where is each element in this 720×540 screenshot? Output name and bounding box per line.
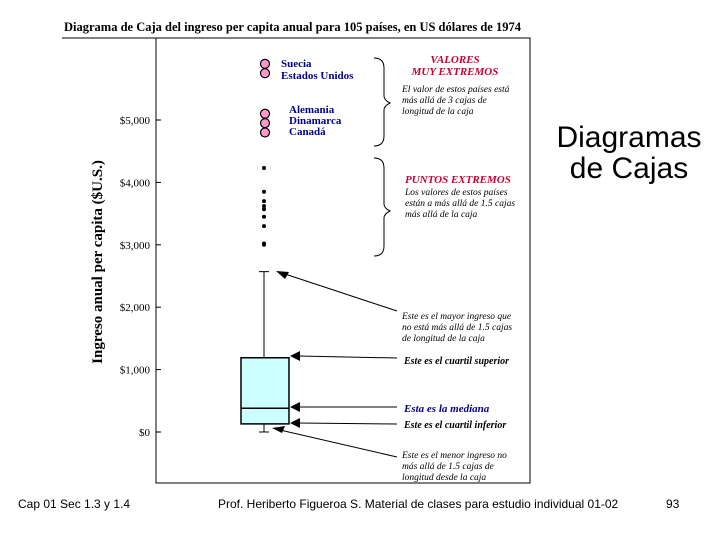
y-tick-label: $1,000: [119, 364, 150, 377]
extreme-point: [262, 190, 266, 194]
outlier-points: [261, 59, 270, 246]
footer-section: Cap 01 Sec 1.3 y 1.4: [18, 497, 131, 511]
country-label: Canadá: [289, 126, 326, 138]
y-tick-label: $0: [139, 427, 150, 439]
very-extreme-point: [261, 128, 270, 137]
arrowhead-q1: [290, 418, 300, 428]
very-extreme-note: más allá de 3 cajas de: [402, 96, 487, 106]
very-extreme-note: El valor de estos países está: [402, 85, 510, 95]
extreme-note: Los valores de estos países: [405, 188, 508, 198]
very-extreme-point: [261, 119, 270, 128]
page-number: 93: [666, 497, 680, 511]
y-tick-label: $5,000: [119, 115, 150, 127]
arrow-q3: [298, 356, 397, 358]
median-note: Esta es la mediana: [404, 403, 490, 415]
y-tick-label: $4,000: [119, 177, 150, 190]
y-axis-ticks: [120, 115, 161, 439]
y-axis-label: Ingreso anual per capita ($U.S.): [90, 160, 106, 364]
upper-whisker-note: de longitud de la caja: [402, 334, 485, 344]
extreme-point: [262, 204, 266, 208]
lower-whisker-note: longitud desde la caja: [402, 473, 487, 483]
extreme-point: [262, 224, 266, 228]
y-tick-label: $2,000: [119, 302, 150, 315]
q3-note: Este es el cuartil superior: [404, 356, 510, 367]
very-extreme-point: [261, 69, 270, 78]
arrow-lower-whisker: [280, 430, 397, 457]
q1-note: Este es el cuartil inferior: [404, 420, 507, 431]
upper-whisker-note: Este es el mayor ingreso que: [402, 312, 512, 322]
very-extreme-point: [261, 109, 270, 118]
country-label: Dinamarca: [289, 115, 342, 127]
slide-title: Diagramas de Cajas: [556, 121, 702, 185]
box-group: [241, 272, 289, 432]
chart-title: Diagrama de Caja del ingreso per capita anual para 105 países, en US dólares de 1974: [64, 20, 521, 34]
lower-whisker-note: más allá de 1.5 cajas de: [402, 462, 494, 472]
box: [241, 358, 289, 424]
arrowhead-median: [290, 402, 300, 412]
very-extreme-title: MUY EXTREMOS: [411, 66, 499, 78]
extreme-point: [262, 215, 266, 219]
y-tick-label: $3,000: [119, 239, 150, 252]
extreme-bracket: [374, 158, 390, 256]
arrowhead-q3: [290, 351, 300, 361]
very-extreme-point: [261, 59, 270, 68]
extreme-point: [262, 166, 266, 170]
extreme-note: más allá de la caja: [405, 210, 478, 220]
extreme-point: [262, 199, 266, 203]
lower-whisker-note: Este es el menor ingreso no: [402, 451, 507, 461]
arrow-upper-whisker: [282, 273, 397, 311]
arrow-q1: [298, 423, 397, 424]
arrowhead-lower-whisker: [272, 426, 285, 433]
very-extreme-title: VALORES: [430, 54, 480, 66]
upper-whisker-note: no está más allá de 1.5 cajas: [402, 323, 513, 333]
footer-course-info: Prof. Heriberto Figueroa S. Material de clases para estudio individual 01-02: [218, 497, 619, 511]
country-label: Suecia: [281, 58, 312, 70]
extreme-point: [262, 242, 266, 246]
extreme-note: están a más allá de 1.5 cajas: [405, 199, 516, 209]
country-label: Estados Unidos: [281, 70, 354, 82]
country-label: Alemania: [289, 104, 335, 116]
very-extreme-note: longitud de la caja: [402, 107, 474, 117]
very-extreme-bracket: [374, 58, 390, 146]
arrowhead-upper-whisker: [276, 271, 289, 279]
extreme-title: PUNTOS EXTREMOS: [405, 174, 511, 186]
